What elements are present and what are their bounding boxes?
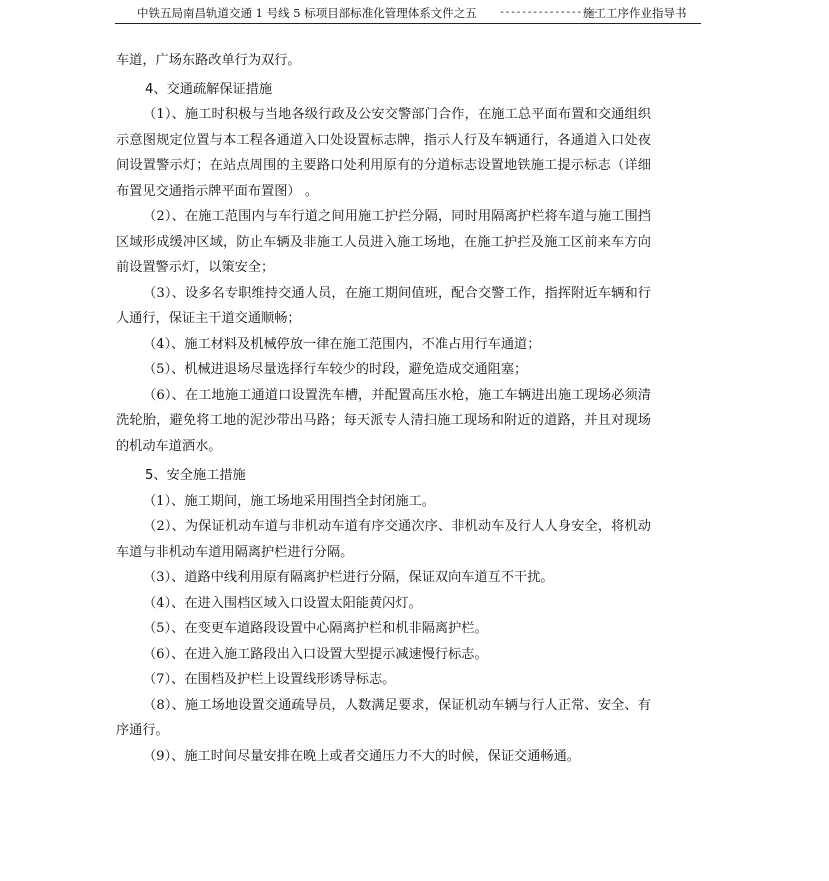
section-4-item-6: （6）、在工地施工通道口设置洗车槽，并配置高压水枪，施工车辆进出施工现场必须清洗轮胎，避免将工地的泥沙带出马路；每天派专人清扫施工现场和附近的道路，并且对现场的机动车道洒水。 bbox=[116, 387, 651, 454]
section-5-item-1: （1）、施工期间，施工场地采用围挡全封闭施工。 bbox=[143, 493, 435, 509]
section-4-item-3: （3）、设多名专职维持交通人员，在施工期间值班，配合交警工作，指挥附近车辆和行人通行，保证主干道交通顺畅； bbox=[116, 285, 651, 326]
section-4-item-5: （5）、机械进退场尽量选择行车较少的时段，避免造成交通阻塞； bbox=[143, 362, 528, 377]
section-4-item-4: （4）、施工材料及机械停放一律在施工范围内，不准占用行车通道； bbox=[143, 336, 541, 352]
page-header bbox=[115, 3, 701, 24]
section-5-item-3: （3）、道路中线利用原有隔离护栏进行分隔，保证双向车道互不干扰。 bbox=[143, 570, 554, 585]
header-document-title: 中铁五局南昌轨道交通 1 号线 5 标项目部标准化管理体系文件之五 bbox=[137, 6, 477, 20]
section-4-item-1: （1）、施工时积极与当地各级行政及公安交警部门合作，在施工总平面布置和交通组织示意图规定位置与本工程各通道入口处设置标志牌，指示人行及车辆通行，各通道入口处夜间设置警示灯；在站点周围的主要路口处利用原有的分道标志设置地铁施工提示标志（详细布置见交通指示牌平面布置图） 。 bbox=[116, 107, 651, 199]
header-separator-dashes: ------------------ bbox=[499, 7, 599, 18]
intro-paragraph: 车道，广场东路改单行为双行。 bbox=[116, 53, 301, 68]
section-5-item-7: （7）、在围档及护栏上设置线形诱导标志。 bbox=[143, 672, 396, 687]
section-4-heading: 4、交通疏解保证措施 bbox=[145, 81, 273, 97]
section-5-item-9: （9）、施工时间尽量安排在晚上或者交通压力不大的时候，保证交通畅通。 bbox=[143, 748, 580, 764]
section-4-item-2: （2）、在施工范围内与车行道之间用施工护拦分隔，同时用隔离护栏将车道与施工围挡区域形成缓冲区域，防止车辆及非施工人员进入施工场地，在施工护拦及施工区前来车方向前设置警示灯，以策安全； bbox=[116, 209, 651, 275]
header-section-title: 施工工序作业指导书 bbox=[583, 6, 687, 20]
section-5-heading: 5、安全施工措施 bbox=[145, 468, 246, 483]
section-5-item-5: （5）、在变更车道路段设置中心隔离护栏和机非隔离护栏。 bbox=[143, 621, 488, 636]
section-5-item-2: （2）、为保证机动车道与非机动车道有序交通次序、非机动车及行人人身安全，将机动车道与非机动车道用隔离护栏进行分隔。 bbox=[116, 519, 651, 560]
document-body bbox=[116, 48, 651, 769]
section-5-item-8: （8）、施工场地设置交通疏导员，人数满足要求，保证机动车辆与行人正常、安全、有序通行。 bbox=[116, 697, 651, 738]
section-5-item-4: （4）、在进入围档区域入口设置太阳能黄闪灯。 bbox=[143, 595, 422, 611]
section-5-item-6: （6）、在进入施工路段出入口设置大型提示减速慢行标志。 bbox=[143, 646, 488, 662]
